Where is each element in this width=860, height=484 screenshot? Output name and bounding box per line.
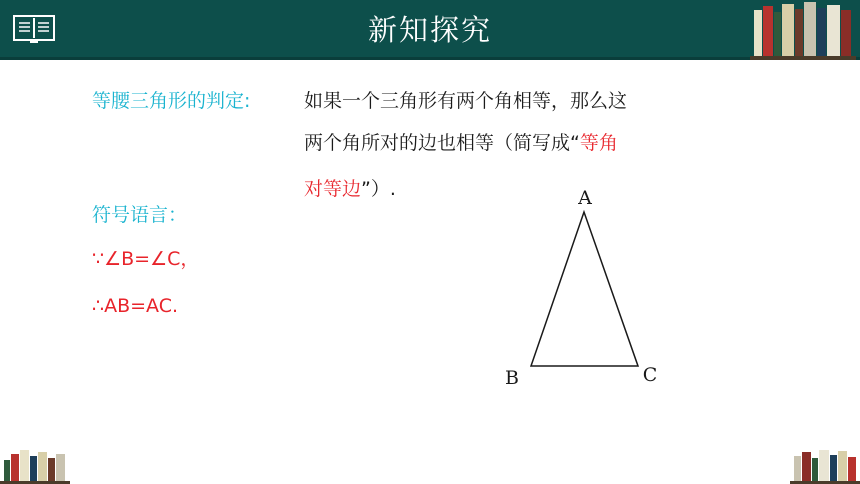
definition-line-2 (304, 128, 618, 158)
definition-highlight-2: 对等边 (304, 178, 362, 200)
symbolic-line-2: ∴AB=AC. (92, 295, 179, 317)
bookshelf-icon (790, 446, 860, 484)
vertex-label-b: B (505, 367, 519, 389)
definition-line-2-text: 两个角所对的边也相等（简写成“ (304, 132, 580, 154)
symbolic-line-1: ∵∠B=∠C， (92, 248, 200, 270)
book-icon (13, 15, 55, 43)
definition-line-3 (304, 174, 396, 204)
bookshelf-icon (740, 0, 860, 60)
vertex-label-c: C (642, 364, 658, 386)
definition-line-3-text: ”）. (361, 178, 396, 200)
definition-highlight-1: 等角 (579, 132, 618, 154)
definition-label: 等腰三角形的判定: (92, 90, 251, 112)
vertex-label-a: A (578, 187, 592, 209)
symbolic-label: 符号语言： (92, 204, 188, 226)
page-title: 新知探究 (367, 13, 492, 47)
isosceles-triangle-figure (496, 180, 676, 390)
bookshelf-icon (0, 446, 70, 484)
definition-line-1: 如果一个三角形有两个角相等，那么这 (304, 90, 628, 112)
header-divider (0, 57, 860, 60)
triangle-shape (531, 212, 638, 366)
